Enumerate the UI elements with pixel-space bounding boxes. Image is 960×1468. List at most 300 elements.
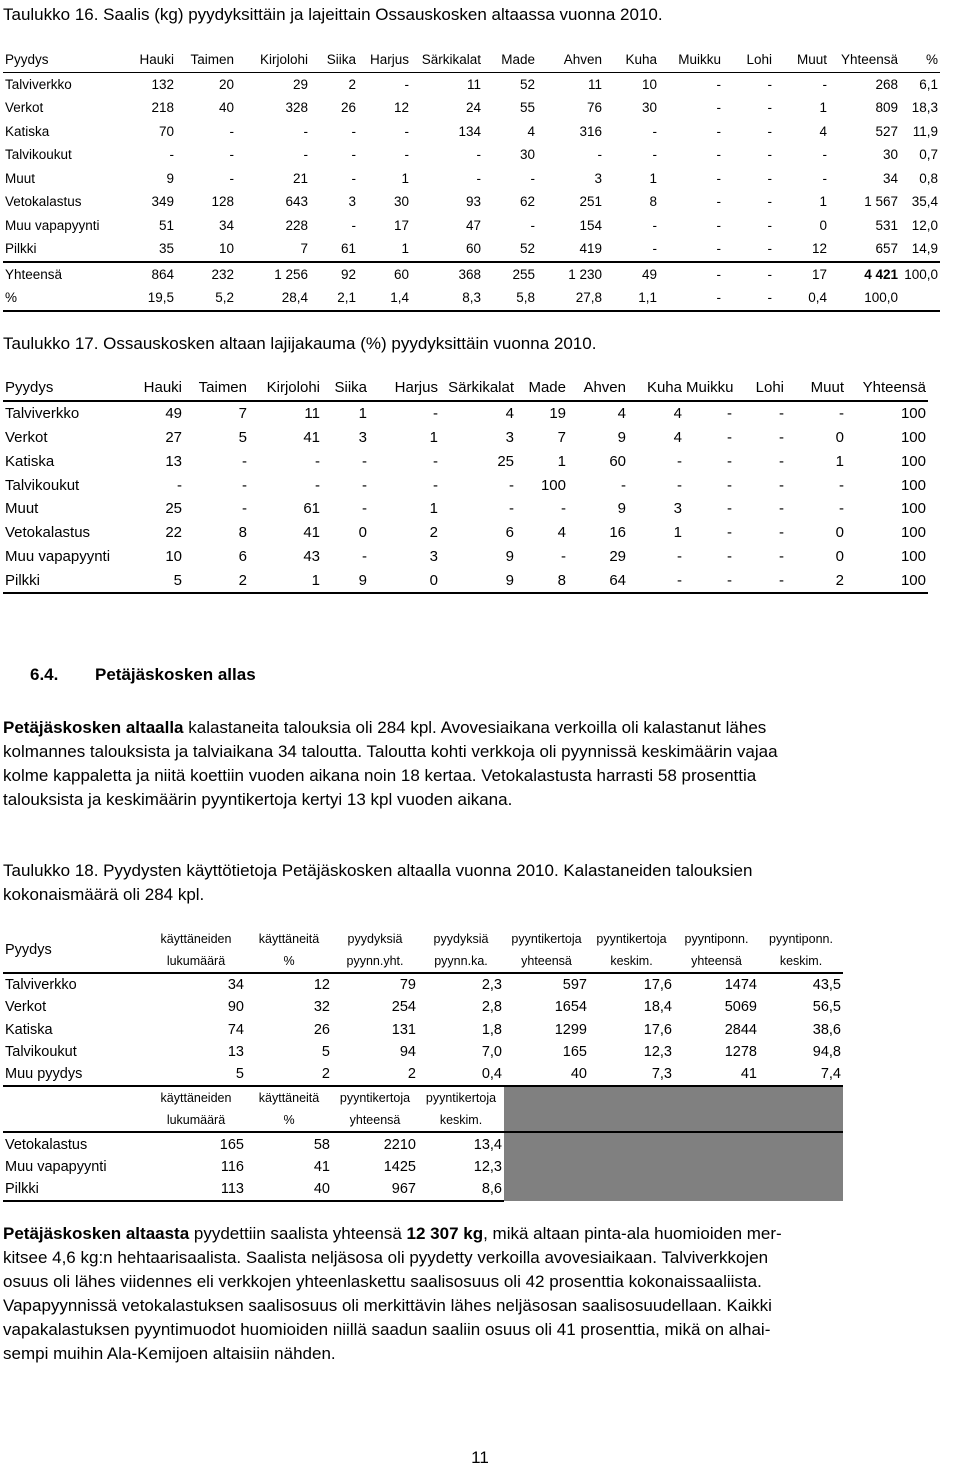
table-cell: 16 xyxy=(609,524,626,542)
column-header: keskim. xyxy=(589,950,674,973)
table-cell: 3 xyxy=(348,194,356,210)
table-cell: 165 xyxy=(562,1044,587,1061)
table-cell: 6 xyxy=(505,524,514,542)
column-header: Kuha xyxy=(604,48,659,72)
table-cell: 17 xyxy=(774,262,829,287)
column-header: Kuha xyxy=(628,376,684,401)
paragraph-2 xyxy=(3,1222,943,1366)
table-cell: - xyxy=(530,170,535,186)
table-cell: - xyxy=(476,170,481,186)
table-cell: - xyxy=(509,500,514,518)
table-cell: - xyxy=(303,123,308,139)
table-cell: Verkot xyxy=(5,999,47,1016)
table-cell: 41 xyxy=(303,428,320,446)
table-cell: - xyxy=(779,428,784,446)
table-cell: 9 xyxy=(322,568,369,593)
column-header: lukumäärä xyxy=(146,950,246,973)
table-cell: 1,8 xyxy=(481,1021,502,1038)
table-cell: - xyxy=(767,123,772,139)
table-cell: 7,3 xyxy=(651,1066,672,1083)
column-header: Pyydys xyxy=(3,928,146,973)
table-cell: 40 xyxy=(570,1066,587,1083)
table-cell: - xyxy=(779,524,784,542)
table-cell: - xyxy=(822,76,827,92)
column-header: käyttäneiden xyxy=(146,1086,246,1109)
table-cell: 1425 xyxy=(383,1158,416,1175)
table-cell: 11 xyxy=(466,76,481,92)
table-cell: 60 xyxy=(609,452,626,470)
table-cell: 134 xyxy=(458,123,481,139)
table-cell: Muu vapapyynti xyxy=(5,547,111,565)
table-cell: - xyxy=(652,241,657,257)
column-header: keskim. xyxy=(759,950,843,973)
table-cell: - xyxy=(727,500,732,518)
table-cell: - xyxy=(229,170,234,186)
table-cell: - xyxy=(779,476,784,494)
page-number: 11 xyxy=(471,1448,489,1467)
column-header: Ahven xyxy=(568,376,628,401)
column-header: % xyxy=(246,1109,332,1132)
table-cell: 1 xyxy=(401,170,409,186)
paragraph-2-line-2: kitsee 4,6 kg:n hehtaarisaalista. Saalista neljäsosa oli pyydetty verkoilla avovesiaikaan. Talviverkkojen xyxy=(3,1248,769,1267)
table-cell: 30 xyxy=(393,194,409,210)
table-cell: 254 xyxy=(391,999,416,1016)
table-cell: 1654 xyxy=(554,999,587,1016)
column-header: Pyydys xyxy=(3,48,110,72)
table-cell xyxy=(900,286,940,311)
table-cell: - xyxy=(716,241,721,257)
table-cell: - xyxy=(767,217,772,233)
table-cell: 7 xyxy=(557,428,566,446)
table-cell: 32 xyxy=(313,999,330,1016)
table-cell: 1,1 xyxy=(604,286,659,311)
table-cell: 100 xyxy=(900,405,926,423)
table-cell: - xyxy=(303,147,308,163)
table-cell: 55 xyxy=(519,100,535,116)
table-cell: 113 xyxy=(146,1178,246,1201)
table-cell: 0,4 xyxy=(774,286,829,311)
table-cell: 2 xyxy=(184,568,249,593)
table-row xyxy=(3,72,940,96)
table-cell: 4 xyxy=(505,405,514,423)
table-cell: Talvikoukut xyxy=(5,1044,77,1061)
table-header-row xyxy=(3,376,928,401)
column-header: Siika xyxy=(310,48,358,72)
table-cell: - xyxy=(404,76,409,92)
table-cell: - xyxy=(242,452,247,470)
table-cell: 0,4 xyxy=(481,1066,502,1083)
table16 xyxy=(3,48,940,312)
shaded-cell xyxy=(674,1156,759,1178)
table-cell: 30 xyxy=(641,100,657,116)
table-cell: 13,4 xyxy=(473,1136,502,1153)
table-row xyxy=(3,190,940,214)
table-cell: - xyxy=(839,476,844,494)
table-cell: 40 xyxy=(218,100,234,116)
column-header: Yhteensä xyxy=(846,376,928,401)
table-cell: - xyxy=(727,428,732,446)
table-cell: 2210 xyxy=(383,1136,416,1153)
table-cell: 643 xyxy=(285,194,308,210)
table-header-row xyxy=(3,48,940,72)
column-header: Muut xyxy=(774,48,829,72)
table-cell: 316 xyxy=(579,123,602,139)
table-cell: 21 xyxy=(292,170,308,186)
column-header: Muut xyxy=(786,376,846,401)
table-cell: 94 xyxy=(399,1044,416,1061)
table-cell: - xyxy=(767,100,772,116)
table-cell: - xyxy=(351,217,356,233)
table-cell: 2 xyxy=(429,524,438,542)
table-cell: 2 xyxy=(348,76,356,92)
table-cell: Talvikoukut xyxy=(5,476,80,494)
shaded-cell xyxy=(504,1132,589,1155)
table-cell: - xyxy=(476,147,481,163)
table-cell: - xyxy=(628,568,684,593)
paragraph-1-line-1: kalastaneita talouksia oli 284 kpl. Avovesiaikana verkoilla oli kalastanut lähes xyxy=(183,718,767,737)
table-cell: 251 xyxy=(579,194,602,210)
table-cell: - xyxy=(716,100,721,116)
table-cell: 9 xyxy=(505,547,514,565)
table-cell: 34 xyxy=(218,217,234,233)
table-cell: - xyxy=(767,241,772,257)
table-cell: 5 xyxy=(321,1044,330,1061)
paragraph-2-line-5: vapakalastuksen pyyntimuodot huomioiden niillä saadun saaliin osuus oli 41 prosenttia, mikä on alhai- xyxy=(3,1320,771,1339)
table-cell: 22 xyxy=(165,524,182,542)
column-header: käyttäneiden xyxy=(160,932,232,946)
table-row xyxy=(3,996,843,1018)
table-cell: - xyxy=(315,476,320,494)
table-cell: - xyxy=(677,452,682,470)
column-header: yhteensä xyxy=(332,1109,418,1132)
column-header: Kirjolohi xyxy=(249,376,322,401)
table-cell: 18,3 xyxy=(911,100,938,116)
table-cell: 2 xyxy=(321,1066,330,1083)
table-cell: 52 xyxy=(519,76,535,92)
table-cell: 20 xyxy=(218,76,234,92)
table-row xyxy=(3,120,940,144)
table-cell: 100 xyxy=(540,476,566,494)
table-cell: 1 xyxy=(835,452,844,470)
column-header: Ahven xyxy=(537,48,604,72)
table-cell: 2,8 xyxy=(481,999,502,1016)
table-cell: 5 xyxy=(122,568,184,593)
table-cell: 12 xyxy=(811,241,827,257)
table-cell: 10 xyxy=(641,76,657,92)
table-cell: Muut xyxy=(5,170,36,186)
table-cell: - xyxy=(169,147,174,163)
table-cell: 24 xyxy=(465,100,481,116)
table-cell: - xyxy=(351,147,356,163)
shaded-cell xyxy=(759,1156,843,1178)
table-cell: 1 xyxy=(673,524,682,542)
table-row xyxy=(3,568,928,593)
table-cell: 864 xyxy=(110,262,176,287)
table-cell: - xyxy=(727,524,732,542)
paragraph-1-line-2: kolmannes talouksista ja talviaikana 34 taloutta. Taloutta kohti verkkoja oli pyynnissä keskimäärin vajaa xyxy=(3,742,778,761)
table-cell: 92 xyxy=(310,262,358,287)
shaded-cell xyxy=(589,1178,674,1201)
shaded-cell xyxy=(759,1086,843,1109)
column-header: Hauki xyxy=(110,48,176,72)
table-cell: 27 xyxy=(165,428,182,446)
table-cell: 2,3 xyxy=(481,977,502,994)
paragraph-2-line-3: osuus oli lähes viidennes eli verkkojen yhteenlaskettu saalisosuus oli 42 prosenttia kokonaissaaliista. xyxy=(3,1272,762,1291)
table-cell: 3 xyxy=(673,500,682,518)
table-cell: 17,6 xyxy=(643,977,672,994)
column-header: pyyntikertoja xyxy=(332,1086,418,1109)
table-header-row xyxy=(3,928,843,950)
table-cell: 3 xyxy=(594,170,602,186)
column-header: Hauki xyxy=(122,376,184,401)
table-cell: 7,0 xyxy=(481,1044,502,1061)
shaded-cell xyxy=(589,1086,674,1109)
table-cell: 232 xyxy=(176,262,236,287)
table-cell: - xyxy=(315,452,320,470)
table-row xyxy=(3,1178,843,1201)
table-cell: - xyxy=(677,476,682,494)
table-cell: 0 xyxy=(369,568,440,593)
shaded-cell xyxy=(504,1156,589,1178)
table17-caption: Taulukko 17. Ossauskosken altaan lajijakauma (%) pyydyksittäin vuonna 2010. xyxy=(3,334,597,353)
table-cell: 26 xyxy=(340,100,356,116)
table-cell: 100 xyxy=(900,547,926,565)
table-cell: 4 421 xyxy=(829,262,900,287)
table-cell: - xyxy=(404,147,409,163)
table-cell: 165 xyxy=(219,1136,244,1153)
table-cell: - xyxy=(716,76,721,92)
table-cell: 29 xyxy=(609,547,626,565)
column-header: Taimen xyxy=(176,48,236,72)
table-cell: 28,4 xyxy=(236,286,310,311)
paragraph-1-bold-lead: Petäjäskosken altaalla xyxy=(3,718,184,737)
table-cell: 7,4 xyxy=(820,1066,841,1083)
table-cell: - xyxy=(362,547,367,565)
table-cell: - xyxy=(433,405,438,423)
table-cell: 35 xyxy=(158,241,174,257)
table-cell: 34 xyxy=(227,977,244,994)
table-cell: - xyxy=(727,405,732,423)
table-cell: 527 xyxy=(875,123,898,139)
table-cell: - xyxy=(727,476,732,494)
table-cell: 128 xyxy=(211,194,234,210)
table-cell: 1 567 xyxy=(864,194,898,210)
table-cell: 100 xyxy=(900,524,926,542)
table-cell: 1 xyxy=(358,405,367,423)
table-cell: - xyxy=(716,147,721,163)
table-cell: - xyxy=(242,500,247,518)
table-cell: 531 xyxy=(875,217,898,233)
shaded-cell xyxy=(759,1109,843,1132)
table-cell: 9 xyxy=(166,170,174,186)
paragraph-2-line-4: Vapapyynnissä vetokalastuksen saalisosuus oli merkittävin lähes neljäsosan saalisosuudellaan. Kaikki xyxy=(3,1296,772,1315)
table-cell: - xyxy=(723,286,774,311)
table-cell: 30 xyxy=(519,147,535,163)
table-cell: 268 xyxy=(875,76,898,92)
table-cell: - xyxy=(561,500,566,518)
table-cell: 5 xyxy=(238,428,247,446)
table-cell: 25 xyxy=(497,452,514,470)
table-cell: - xyxy=(839,405,844,423)
table-row xyxy=(3,497,928,521)
column-header: Muikku xyxy=(659,48,723,72)
table-cell: 349 xyxy=(151,194,174,210)
table-cell: Muu vapapyynti xyxy=(5,1158,107,1175)
column-header: pyydyksiä xyxy=(433,932,489,946)
table-cell: 10 xyxy=(165,547,182,565)
table-cell: 132 xyxy=(151,76,174,92)
table-row xyxy=(3,143,940,167)
table-cell: - xyxy=(767,170,772,186)
table-cell: 90 xyxy=(227,999,244,1016)
table-cell: 0 xyxy=(835,428,844,446)
table-cell: - xyxy=(659,286,723,311)
table-cell: 17 xyxy=(393,217,409,233)
table-cell: - xyxy=(716,194,721,210)
table-cell: 0 xyxy=(835,524,844,542)
table-cell: 19,5 xyxy=(110,286,176,311)
paragraph-1-line-3: kolme kappaletta ja niitä koettiin vuoden aikana noin 18 kertaa. Vetokalastusta harrasti 58 prosenttia xyxy=(3,766,757,785)
table-cell: - xyxy=(362,500,367,518)
column-header: Särkikalat xyxy=(411,48,483,72)
table18 xyxy=(3,928,843,1202)
table-cell: 8 xyxy=(516,568,568,593)
table-row xyxy=(3,214,940,238)
table-cell: - xyxy=(684,568,734,593)
shaded-cell xyxy=(589,1132,674,1155)
table-cell: 3 xyxy=(358,428,367,446)
column-header: Siika xyxy=(322,376,369,401)
table-cell: Yhteensä xyxy=(3,262,110,287)
table-cell: - xyxy=(509,476,514,494)
table-cell: - xyxy=(597,147,602,163)
table17 xyxy=(3,376,928,594)
table-cell: 60 xyxy=(465,241,481,257)
table-cell: 52 xyxy=(519,241,535,257)
table-cell: 13 xyxy=(165,452,182,470)
paragraph-2-total-catch: 12 307 kg xyxy=(406,1224,484,1243)
table-cell: Muu pyydys xyxy=(5,1066,83,1083)
table-cell: 1 230 xyxy=(537,262,604,287)
table-cell: - xyxy=(779,405,784,423)
table-cell: 11 xyxy=(304,405,320,423)
table-cell: - xyxy=(822,147,827,163)
table-cell: 5069 xyxy=(724,999,757,1016)
table-cell: - xyxy=(822,170,827,186)
table-row xyxy=(3,1156,843,1178)
table-cell: Talvikoukut xyxy=(5,147,72,163)
table-cell: - xyxy=(716,217,721,233)
table-cell: - xyxy=(621,476,626,494)
table-cell: 38,6 xyxy=(812,1021,841,1038)
table-cell: 8,6 xyxy=(418,1178,504,1201)
table-cell: 14,9 xyxy=(911,241,938,257)
table-cell: 47 xyxy=(465,217,481,233)
table-cell: 1 xyxy=(429,500,438,518)
table-cell: 116 xyxy=(220,1158,244,1175)
column-header: pyynn.ka. xyxy=(418,950,504,973)
column-header: Made xyxy=(516,376,568,401)
table-cell: % xyxy=(3,286,110,311)
column-header: Made xyxy=(483,48,537,72)
table-cell: 41 xyxy=(313,1158,330,1175)
shaded-cell xyxy=(759,1132,843,1155)
table-cell: - xyxy=(767,76,772,92)
table-cell: 70 xyxy=(158,123,174,139)
table-cell: 49 xyxy=(165,405,182,423)
paragraph-1-line-4: talouksista ja keskimäärin pyyntikertoja kertyi 13 kpl vuoden aikana. xyxy=(3,790,513,809)
column-header: pyyntiponn. xyxy=(684,932,749,946)
table-cell: 1 xyxy=(249,568,322,593)
table-cell: 13 xyxy=(227,1044,244,1061)
shaded-cell xyxy=(674,1178,759,1201)
section-title: Petäjäskosken allas xyxy=(95,665,256,684)
table-cell: 0 xyxy=(835,547,844,565)
column-header: keskim. xyxy=(418,1109,504,1132)
shaded-cell xyxy=(504,1109,589,1132)
column-header: käyttäneitä xyxy=(246,1086,332,1109)
table-cell: 1 xyxy=(557,452,566,470)
paragraph-1 xyxy=(3,716,943,812)
table-cell: 154 xyxy=(579,217,602,233)
table-cell: 657 xyxy=(875,241,898,257)
table-cell: Katiska xyxy=(5,452,55,470)
table18-caption-line-1: Taulukko 18. Pyydysten käyttötietoja Petäjäskosken altaalla vuonna 2010. Kalastaneiden talouksien xyxy=(3,861,753,880)
table-row xyxy=(3,401,928,426)
table18-caption-line-2: kokonaismäärä oli 284 kpl. xyxy=(3,885,205,904)
table-cell: 218 xyxy=(151,100,174,116)
table-cell: 100 xyxy=(900,428,926,446)
table-cell: Verkot xyxy=(5,100,44,116)
table-cell: - xyxy=(767,194,772,210)
table-cell: 597 xyxy=(562,977,587,994)
table-cell: Verkot xyxy=(5,428,48,446)
paragraph-2-bold-lead: Petäjäskosken altaasta xyxy=(3,1224,190,1243)
table-cell: - xyxy=(652,217,657,233)
table-cell: Vetokalastus xyxy=(5,1136,88,1153)
column-header: Muikku xyxy=(684,376,734,401)
table-cell: 0 xyxy=(819,217,827,233)
total-row xyxy=(3,262,940,287)
table-cell: - xyxy=(716,170,721,186)
table-cell: 74 xyxy=(227,1021,244,1038)
table-cell: - xyxy=(433,452,438,470)
table-cell: 1 xyxy=(429,428,438,446)
shaded-cell xyxy=(674,1132,759,1155)
table-cell: - xyxy=(362,476,367,494)
table-cell: 12,3 xyxy=(473,1158,502,1175)
table-cell: 49 xyxy=(604,262,659,287)
table-cell: - xyxy=(351,123,356,139)
table-cell: 41 xyxy=(740,1066,757,1083)
table-cell: - xyxy=(734,568,786,593)
table-cell: 419 xyxy=(579,241,602,257)
column-header: pyyntikertoja xyxy=(418,1086,504,1109)
table-cell: 4 xyxy=(617,405,626,423)
table-cell: 79 xyxy=(399,977,416,994)
table-cell: 7 xyxy=(238,405,247,423)
table-cell: 9 xyxy=(617,428,626,446)
table-cell: Pilkki xyxy=(3,1178,146,1201)
table-cell: 100,0 xyxy=(900,262,940,287)
table-cell: 8 xyxy=(238,524,247,542)
table-cell: 27,8 xyxy=(537,286,604,311)
table-row xyxy=(3,449,928,473)
table-cell: - xyxy=(727,547,732,565)
table-cell: 100 xyxy=(900,500,926,518)
table-cell: 34 xyxy=(882,170,898,186)
table-cell: 1 xyxy=(649,170,657,186)
